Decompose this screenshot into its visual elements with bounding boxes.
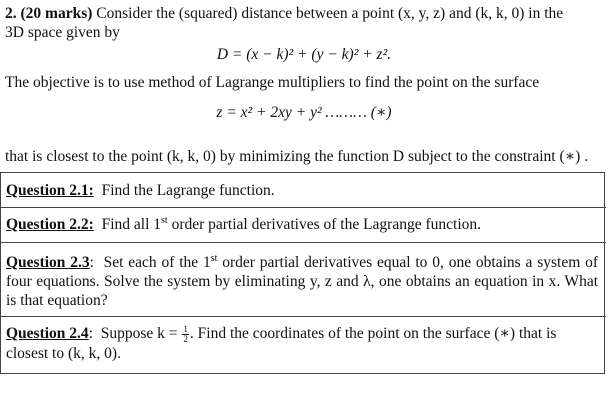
question-text-b: order partial derivatives equal to 0, one obtains a system of four equations. Solve the system by eliminating y, z and λ, one obtains an equation in x. What is that equation? xyxy=(6,254,599,309)
objective-text: The objective is to use method of Lagrange multipliers to find the point on the surface xyxy=(5,74,540,91)
closing-text: that is closest to the point (k, k, 0) by minimizing the function D subject to the constraint (∗) . xyxy=(5,148,589,165)
problem-intro-line1 xyxy=(5,4,603,23)
question-label: Question 2.1: xyxy=(6,182,94,199)
question-2-2 xyxy=(6,215,598,234)
question-text-b: order partial derivatives of the Lagrange function. xyxy=(167,216,482,233)
problem-number: 2. xyxy=(5,5,17,22)
question-text-b: . Find the coordinates of the point on the surface (∗) that is closest to (k, k, 0). xyxy=(6,325,557,362)
problem-intro-text: Consider the (squared) distance between a point (x, y, z) and (k, k, 0) in the xyxy=(96,5,564,22)
question-label: Question 2.2: xyxy=(6,216,94,233)
formula-surface: z = x² + 2xy + y² ……… (∗) xyxy=(216,104,392,121)
row-divider xyxy=(1,207,606,208)
fraction-numerator: 1 xyxy=(183,323,188,334)
question-label: Question 2.4 xyxy=(6,325,89,342)
question-label: Question 2.3 xyxy=(6,254,90,271)
fraction xyxy=(182,325,189,344)
question-colon: : xyxy=(88,325,93,342)
questions-table xyxy=(0,172,605,374)
problem-marks: (20 marks) xyxy=(20,5,93,22)
fraction-denominator: 2 xyxy=(183,333,188,344)
row-divider xyxy=(1,316,606,317)
question-text-a: Set each of the 1 xyxy=(103,254,211,271)
problem-intro-line2: 3D space given by xyxy=(5,24,120,41)
formula-distance: D = (x − k)² + (y − k)² + z². xyxy=(216,46,392,63)
superscript: st xyxy=(161,214,168,226)
question-2-3 xyxy=(6,253,598,310)
question-text: Find the Lagrange function. xyxy=(101,182,275,199)
row-divider xyxy=(1,242,606,243)
question-text-a: Find all 1 xyxy=(101,216,162,233)
question-2-1 xyxy=(6,181,598,200)
question-colon: : xyxy=(89,254,94,271)
superscript: st xyxy=(210,252,218,264)
question-2-4 xyxy=(6,324,598,363)
question-text-a: Suppose k = xyxy=(100,325,182,342)
